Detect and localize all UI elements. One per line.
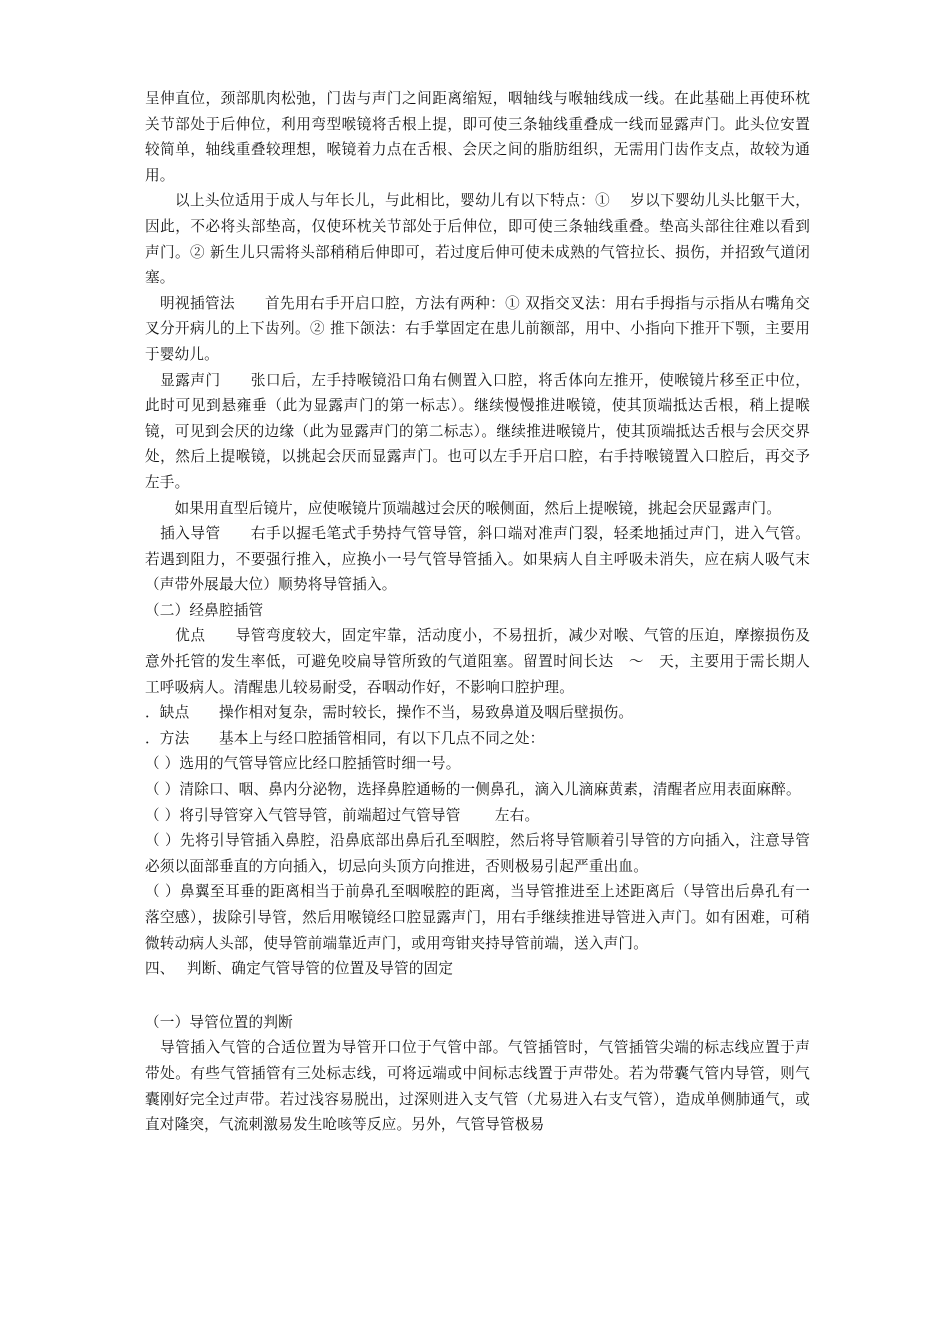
heading-nasal-intubation: （二）经鼻腔插管: [145, 601, 264, 619]
list-item-guide-tube: （ ）将引导管穿入气管导管，前端超过气管导管 左右。: [145, 806, 540, 824]
paragraph-disadvantages: ．缺点 操作相对复杂，需时较长，操作不当，易致鼻道及咽后壁损伤。: [145, 704, 634, 722]
list-item-clear-secretions: （ ）清除口、咽、鼻内分泌物，选择鼻腔通畅的一侧鼻孔，滴入儿滴麻黄素，清醒者应用表面麻醉。: [145, 781, 801, 799]
paragraph-head-position: 呈伸直位，颈部肌肉松弛，门齿与声门之间距离缩短，咽轴线与喉轴线成一线。在此基础上再使环枕关节部处于后伸位，利用弯型喉镜将舌根上提，即可使三条轴线重叠成一线而显露声门。此头位安置较简单，轴线重叠较理想，喉镜着力点在舌根、会厌之间的脂肪组织，无需用门齿作支点，故较为通用。: [145, 90, 810, 184]
document-page: [145, 86, 810, 1138]
list-item-distance: （ ）鼻翼至耳垂的距离相当于前鼻孔至咽喉腔的距离，当导管推进至上述距离后（导管出后鼻孔有一落空感），拔除引导管，然后用喉镜经口腔显露声门，用右手继续推进导管进入声门。如有困难，可稍微转动病人头部，使导管前端靠近声门，或用弯钳夹持导管前端，送入声门。: [145, 883, 810, 952]
list-item-tube-size: （ ）选用的气管导管应比经口腔插管时细一号。: [145, 755, 461, 773]
paragraph-expose-glottis: 显露声门 张口后，左手持喉镜沿口角右侧置入口腔，将舌体向左推开，使喉镜片移至正中位，此时可见到悬雍垂（此为显露声门的第一标志）。继续慢慢推进喉镜，使其顶端抵达舌根，稍上提喉镜，可见到会厌的边缘（此为显露声门的第二标志）。继续推进喉镜片，使其顶端抵达舌根与会厌交界处，然后上提喉镜，以挑起会厌而显露声门。也可以左手开启口腔，右手持喉镜置入口腔后，再交予左手。: [145, 371, 810, 491]
section-heading-four: 四、 判断、确定气管导管的位置及导管的固定: [145, 960, 454, 978]
heading-position-judgment: （一）导管位置的判断: [145, 1013, 293, 1031]
spacer: [145, 982, 810, 1010]
paragraph-open-mouth-method: 明视插管法 首先用右手开启口腔，方法有两种：① 双指交叉法：用右手拇指与示指从右嘴角交叉分开病儿的上下齿列。② 推下颌法：右手掌固定在患儿前额部，用中、小指向下推开下颚，主要用于婴幼儿。: [145, 294, 810, 363]
paragraph-position-judgment: 导管插入气管的合适位置为导管开口位于气管中部。气管插管时，气管插管尖端的标志线应置于声带处。有些气管插管有三处标志线，可将远端或中间标志线置于声带处。若为带囊气管内导管，则气囊刚好完全过声带。若过浅容易脱出，过深则进入支气管（尤易进入右支气管），造成单侧肺通气，或直对隆突，气流刺激易发生呛咳等反应。另外，气管导管极易: [145, 1039, 810, 1134]
paragraph-advantages: 优点 导管弯度较大，固定牢靠，活动度小，不易扭折，减少对喉、气管的压迫，摩擦损伤及意外托管的发生率低，可避免咬扁导管所致的气道阻塞。留置时间长达 ～ 天，主要用于需长期人工呼吸病人。清醒患儿较易耐受，吞咽动作好，不影响口腔护理。: [145, 627, 810, 696]
paragraph-insert-tube: 插入导管 右手以握毛笔式手势持气管导管，斜口端对准声门裂，轻柔地插过声门，进入气管。若遇到阻力，不要强行推入，应换小一号气管导管插入。如果病人自主呼吸未消失，应在病人吸气末（声带外展最大位）顺势将导管插入。: [145, 525, 810, 594]
list-item-insert-nasal: （ ）先将引导管插入鼻腔，沿鼻底部出鼻后孔至咽腔，然后将导管顺着引导管的方向插入，注意导管必须以面部垂直的方向插入，切忌向头顶方向推进，否则极易引起严重出血。: [145, 832, 810, 875]
paragraph-method: ．方法 基本上与经口腔插管相同，有以下几点不同之处：: [145, 729, 545, 747]
paragraph-infant-features: 以上头位适用于成人与年长儿，与此相比，婴幼儿有以下特点：① 岁以下婴幼儿头比躯干大，因此，不必将头部垫高，仅使环枕关节部处于后伸位，即可使三条轴线重叠。垫高头部往往难以看到声门。② 新生儿只需将头部稍稍后伸即可，若过度后伸可使未成熟的气管拉长、损伤，并招致气道闭塞。: [145, 192, 810, 287]
paragraph-straight-blade: 如果用直型后镜片，应使喉镜片顶端越过会厌的喉侧面，然后上提喉镜，挑起会厌显露声门。: [145, 499, 782, 517]
